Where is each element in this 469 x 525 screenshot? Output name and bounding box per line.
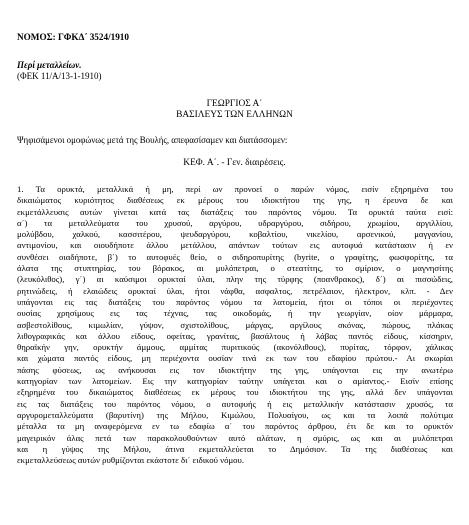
article-line: κατηγορίαν των λατομείων. Εις την κατηγορίαν ταύτην υπάγεται και ο αμίαντος.- Εισίν επίσης <box>17 376 453 387</box>
law-subject: Περί μεταλλείων. <box>17 60 82 70</box>
gazette-reference: (ΦΕΚ 11/Α/13-1-1910) <box>17 71 102 81</box>
article-line: εις τας διατάξεις του παρόντος νόμου, ο αυτοφυής ή εις μεταλλικήν κατάστασιν χρυσός, τα <box>17 398 453 409</box>
article-line: αργυρομεταλλεύματα (βαρυτίνη) της Μήλου, Κιμώλου, Πολυαίγου, ως και τα λοιπά πολύτιμα <box>17 409 453 420</box>
chapter-heading: ΚΕΦ. Α΄. - Γεν. διαιρέσεις. <box>183 158 286 168</box>
king-title: ΒΑΣΙΛΕΥΣ ΤΩΝ ΕΛΛΗΝΩΝ <box>176 110 293 120</box>
article-line: α΄) τα μεταλλεύματα του χρυσού, αργύρου, υδραργύρου, σιδήρου, χρωμίου, αργιλλίου, <box>17 217 453 228</box>
article-line: εκμεταλλεύσεως αυτών ρυθμίζονται εκάστοτε δι΄ ειδικού νόμου. <box>17 455 245 466</box>
article-line: και χώματα παντός είδους, μη περιέχοντα ουσίαν τινά εκ των του εδαφίου πρώτου.- Αι σκωρίαι <box>17 353 453 364</box>
article-line: και η γύψος της Μήλου, άτινα εκμεταλλεύεται το Δημόσιον. Τα της διαθέσεως και <box>17 443 453 454</box>
article-line: πάσης φύσεως, ως ανήκουσαι εις τον ιδιοκτήτην της γης, υπάγονται εις την ανωτέρω <box>17 364 453 375</box>
article-line: δικαιώματος κυριότητος διαθέσεως εκ μέρους του ιδιοκτήτου της γης, η έρευνα δε και <box>17 195 453 206</box>
article-line: μαγειρικόν άλας πετά των παρακολουθούντων αυτό αλάτων, η σμύρις, ως και αι μυλόπετραι <box>17 432 453 443</box>
article-line: (λευκόλιθος), γ΄) αι καύσιμοι ορυκταί ύλαι, πλην της τύρφης (ποανθρακος), δ΄) αι πισσώδεις, <box>17 274 453 285</box>
article-line: αντιμονίου, και οιουδήποτε άλλου μετάλλου, απάντων τούτων εις αυτοφυά κατάστασιν ή εν <box>17 240 453 251</box>
enactment-clause: Ψηφισάμενοι ομοφώνως μετά της Βουλής, απεφασίσαμεν και διατάσσομεν: <box>17 135 288 145</box>
article-line: ασβεστολίθους, κιμωλίαν, γύψον, σχιστολίθους, μάργας, αργίλους σκόνας, πώρους, πλάκας <box>17 319 453 330</box>
article-body <box>17 184 453 466</box>
article-line: άλατα της στυπτηρίας, του βόρακος, αι μυλόπετραι, ο στεατίτης, το σμίριον, ο μαγνησίτης <box>17 263 453 274</box>
article-line: εξηρημένα του δικαιώματος διαθέσεως εκ μέρους του ιδιοκτήτου της γης, αλλά δεν υπάγονται <box>17 387 453 398</box>
article-line: ουσίας χρησίμους εις τας τέχνας, τας οικοδομάς, ή την γεωργίαν, οίον μάρμαρα, <box>17 308 453 319</box>
article-line: ρητινώδεις, ή ελαιώδεις ορυκταί ύλαι, ήτοι νάφθα, ασφαλτος, πετρέλαιον, ήλεκτρον, κλπ. - Δεν <box>17 285 453 296</box>
king-name: ΓΕΩΡΓΙΟΣ Α΄ <box>206 99 263 109</box>
article-line: υπάγονται εις τας διατάξεις του παρόντος νόμου τα λατομεία, ήτοι οι τόποι οι περιέχοντες <box>17 296 453 307</box>
article-line: θηραϊκήν γην, ορυκτήν άμμους, αμμίτας πυριτικούς (ακονόλιθους), πυρίτας, τόρφον, χάλικας <box>17 342 453 353</box>
article-line: λιθογραφικάς και άλλου είδους, οφείτας, γρανίτας, βασάλτους ή λάβας παντός είδους, κίσσηριν, <box>17 330 453 341</box>
law-title: ΝΟΜΟΣ: ΓΦΚΔ΄ 3524/1910 <box>17 32 129 42</box>
article-line: εκμετάλλευσις αυτών γίνεται κατά τας διατάξεις του παρόντος νόμου. Τα ορυκτά ταύτα εισί: <box>17 206 453 217</box>
article-line: 1. Τα ορυκτά, μεταλλικά ή μη, περί ων προνοεί ο παρών νόμος, εισίν εξηρημένα του <box>17 184 453 194</box>
article-line: μολύβδου, χαλκού, κασσιτέρου, ψευδαργύρου, κοβαλτίου, νικελίου, αρσενικού, μαγγανίου, <box>17 229 453 240</box>
article-line: μέταλλα τα μη αναφερόμενα εν τω εδαφίω α΄ του παρόντος άρθρου, έτι δε και το ορυκτόν <box>17 421 453 432</box>
article-line: συνθέσει οιαδήποτε, β΄) το αυτοφυές θείο, ο σιδηροπυρίτης (byrite, o γραφίτης, φωσφορίτης, τα <box>17 251 453 262</box>
